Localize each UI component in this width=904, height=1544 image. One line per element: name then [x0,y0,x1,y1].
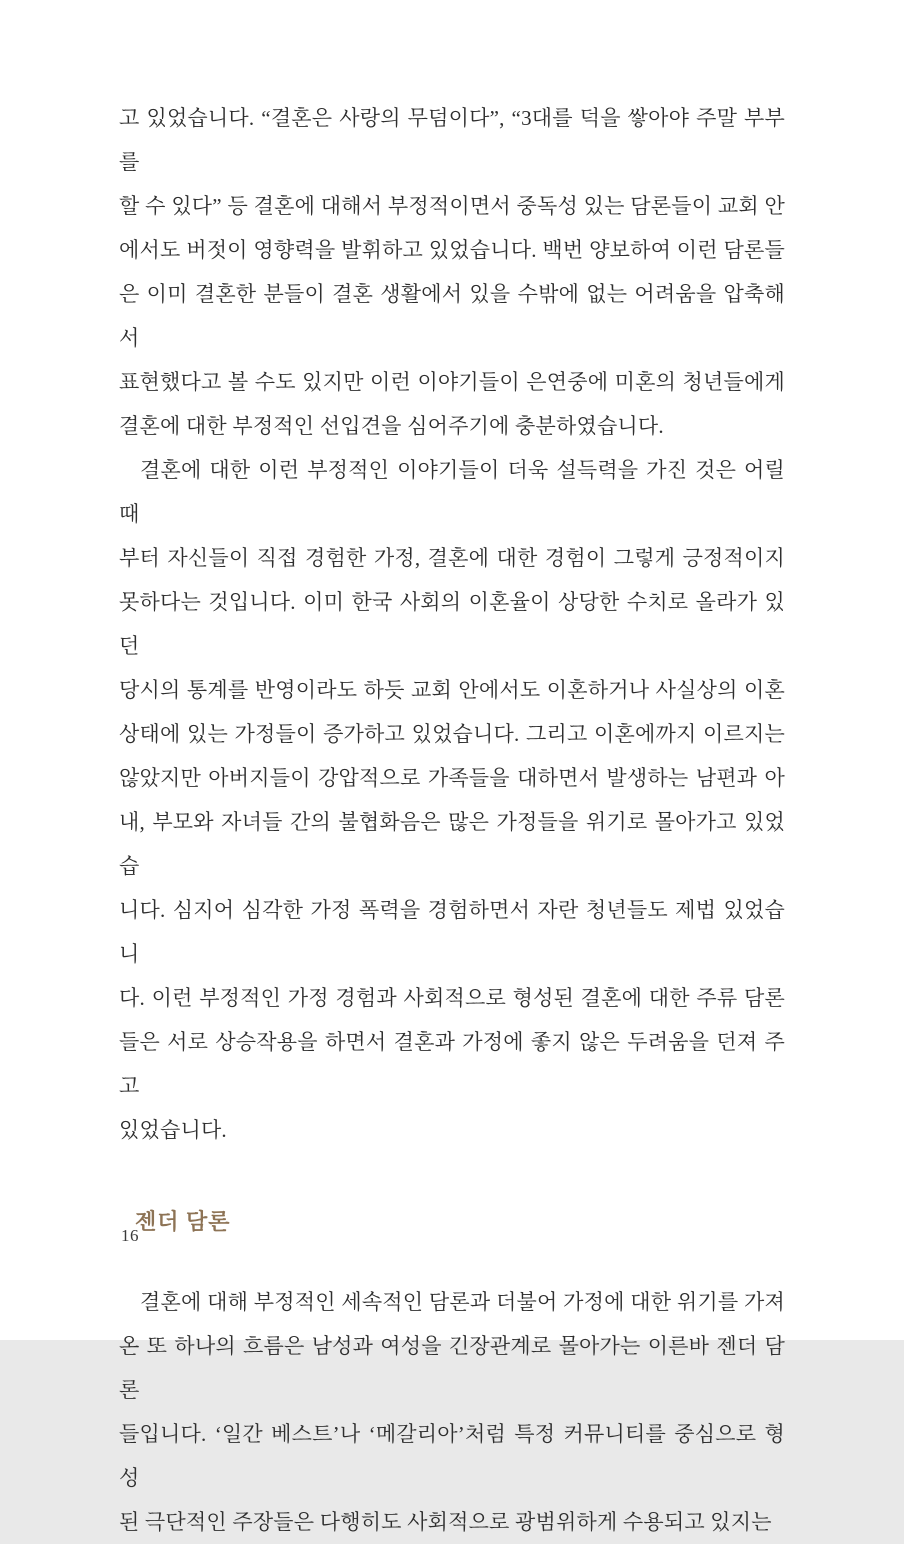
text-line: 들입니다. ‘일간 베스트’나 ‘메갈리아’처럼 특정 커뮤니티를 중심으로 형성 [119,1422,785,1490]
section-heading-label: 젠더 담론 [135,1209,231,1234]
text-line: 된 극단적인 주장들은 다행히도 사회적으로 광범위하게 수용되고 있지는 [119,1510,772,1534]
text-line: 내, 부모와 자녀들 간의 불협화음은 많은 가정들을 위기로 몰아가고 있었습 [119,810,785,878]
text-line: 에서도 버젓이 영향력을 발휘하고 있었습니다. 백번 양보하여 이런 담론들 [119,238,785,262]
text-line: 못하다는 것입니다. 이미 한국 사회의 이혼율이 상당한 수치로 올라가 있던 [119,590,785,658]
text-line: 있었습니다. [119,1118,227,1142]
text-line: 할 수 있다” 등 결혼에 대해서 부정적이면서 중독성 있는 담론들이 교회 안 [119,194,785,218]
body-text-block-2 [119,1280,785,1544]
text-line: 고 있었습니다. “결혼은 사랑의 무덤이다”, “3대를 덕을 쌓아야 주말 부부를 [119,106,785,174]
page-number: 16 [121,1226,139,1245]
text-line: 상태에 있는 가정들이 증가하고 있었습니다. 그리고 이혼에까지 이르지는 [119,722,785,746]
text-line: 온 또 하나의 흐름은 남성과 여성을 긴장관계로 몰아가는 이른바 젠더 담론 [119,1334,785,1402]
text-line: 다. 이런 부정적인 가정 경험과 사회적으로 형성된 결혼에 대한 주류 담론 [119,986,785,1010]
body-text-block-1 [119,96,785,1152]
text-line: 표현했다고 볼 수도 있지만 이런 이야기들이 은연중에 미혼의 청년들에게 [119,370,785,394]
text-line: 니다. 심지어 심각한 가정 폭력을 경험하면서 자란 청년들도 제법 있었습니 [119,898,785,966]
text-line: 결혼에 대한 부정적인 선입견을 심어주기에 충분하였습니다. [119,414,664,438]
page-content [119,96,785,1544]
text-line: 당시의 통계를 반영이라도 하듯 교회 안에서도 이혼하거나 사실상의 이혼 [119,678,785,702]
text-line: 않았지만 아버지들이 강압적으로 가족들을 대하면서 발생하는 남편과 아 [119,766,785,790]
text-line: 은 이미 결혼한 분들이 결혼 생활에서 있을 수밖에 없는 어려움을 압축해서 [119,282,785,350]
text-line: 결혼에 대해 부정적인 세속적인 담론과 더불어 가정에 대한 위기를 가져 [140,1290,785,1314]
text-line: 부터 자신들이 직접 경험한 가정, 결혼에 대한 경험이 그렇게 긍정적이지 [119,546,785,570]
section-heading [135,1206,785,1238]
text-line: 들은 서로 상승작용을 하면서 결혼과 가정에 좋지 않은 두려움을 던져 주고 [119,1030,785,1098]
text-line: 결혼에 대한 이런 부정적인 이야기들이 더욱 설득력을 가진 것은 어릴 때 [119,458,785,526]
